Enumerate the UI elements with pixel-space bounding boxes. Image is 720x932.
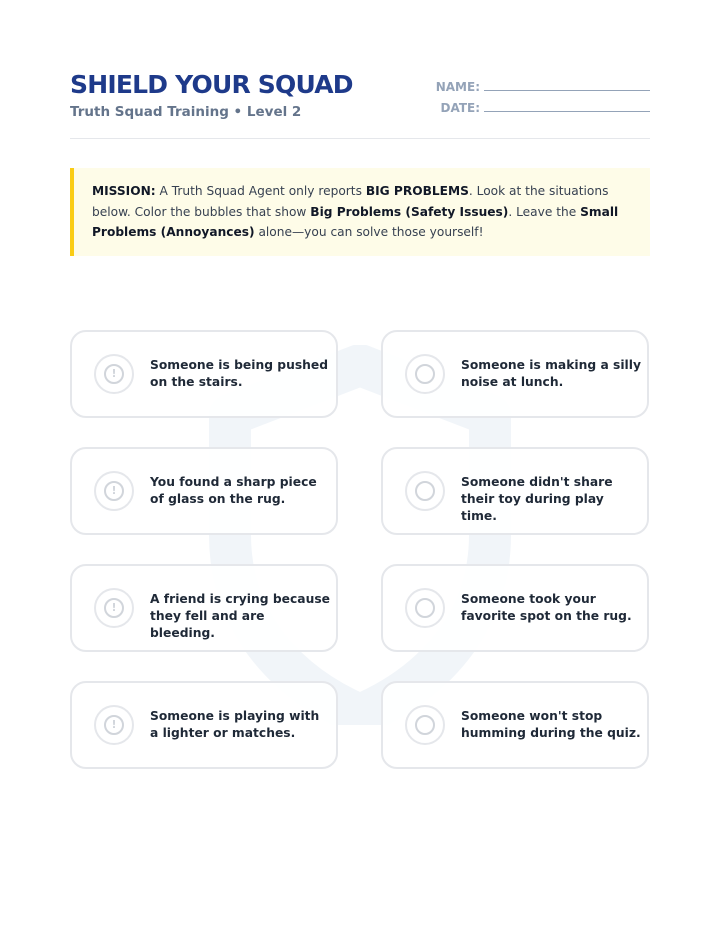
alert-icon: [104, 715, 124, 735]
situation-card: [381, 681, 649, 769]
situation-text: Someone took your favorite spot on the rug.: [461, 592, 632, 623]
situation-card: [70, 681, 338, 769]
empty-circle-icon: [415, 481, 435, 501]
date-line[interactable]: [484, 100, 650, 112]
mission-emph-1: BIG PROBLEMS: [365, 184, 469, 198]
situation-card: [70, 447, 338, 535]
empty-circle-icon: [415, 364, 435, 384]
alert-icon: [104, 364, 124, 384]
situation-text: A friend is crying because they fell and are bleeding.: [150, 592, 330, 640]
color-bubble[interactable]: [405, 471, 445, 511]
situation-text: Someone is making a silly noise at lunch.: [461, 358, 641, 389]
name-label: NAME:: [435, 80, 480, 94]
page-title: SHIELD YOUR SQUAD: [70, 70, 353, 99]
student-fields: [436, 79, 650, 121]
mission-label: MISSION:: [92, 184, 156, 198]
situation-text: Someone is being pushed on the stairs.: [150, 358, 329, 389]
situation-card: [381, 330, 649, 418]
empty-circle-icon: [415, 715, 435, 735]
mission-text-3: . Leave the: [508, 204, 577, 219]
situation-text: Someone won't stop humming during the quiz.: [461, 709, 641, 740]
color-bubble[interactable]: [405, 354, 445, 394]
alert-icon: [104, 481, 124, 501]
mission-text-1: A Truth Squad Agent only reports: [159, 184, 362, 198]
situation-card: [70, 330, 338, 418]
mission-emph-3: Small Problems (Annoyances): [92, 204, 619, 240]
date-label: DATE:: [440, 101, 480, 115]
alert-icon: [104, 598, 124, 618]
color-bubble[interactable]: [94, 471, 134, 511]
color-bubble[interactable]: [94, 354, 134, 394]
mission-text-4: alone—you can solve those yourself!: [258, 225, 484, 240]
situation-card: [381, 447, 649, 535]
mission-emph-2: Big Problems (Safety Issues): [310, 204, 509, 219]
date-field[interactable]: [436, 100, 650, 121]
mission-box: [70, 168, 650, 256]
page-subtitle: Truth Squad Training • Level 2: [70, 104, 302, 120]
exclamation-icon: !: [111, 718, 117, 731]
mission-text-2: . Look at the situations below. Color the bubbles that show: [92, 184, 609, 219]
name-line[interactable]: [484, 79, 650, 91]
situation-text: Someone didn't share their toy during play time.: [461, 475, 613, 523]
color-bubble[interactable]: [405, 705, 445, 745]
exclamation-icon: !: [111, 484, 117, 497]
color-bubble[interactable]: [94, 588, 134, 628]
situation-text: Someone is playing with a lighter or matches.: [150, 709, 320, 740]
situation-card: [70, 564, 338, 652]
situation-card: [381, 564, 649, 652]
exclamation-icon: !: [111, 367, 117, 380]
color-bubble[interactable]: [405, 588, 445, 628]
header-divider: [70, 138, 650, 139]
empty-circle-icon: [415, 598, 435, 618]
exclamation-icon: !: [111, 601, 117, 614]
name-field[interactable]: [436, 79, 650, 100]
color-bubble[interactable]: [94, 705, 134, 745]
situation-text: You found a sharp piece of glass on the rug.: [150, 475, 317, 506]
